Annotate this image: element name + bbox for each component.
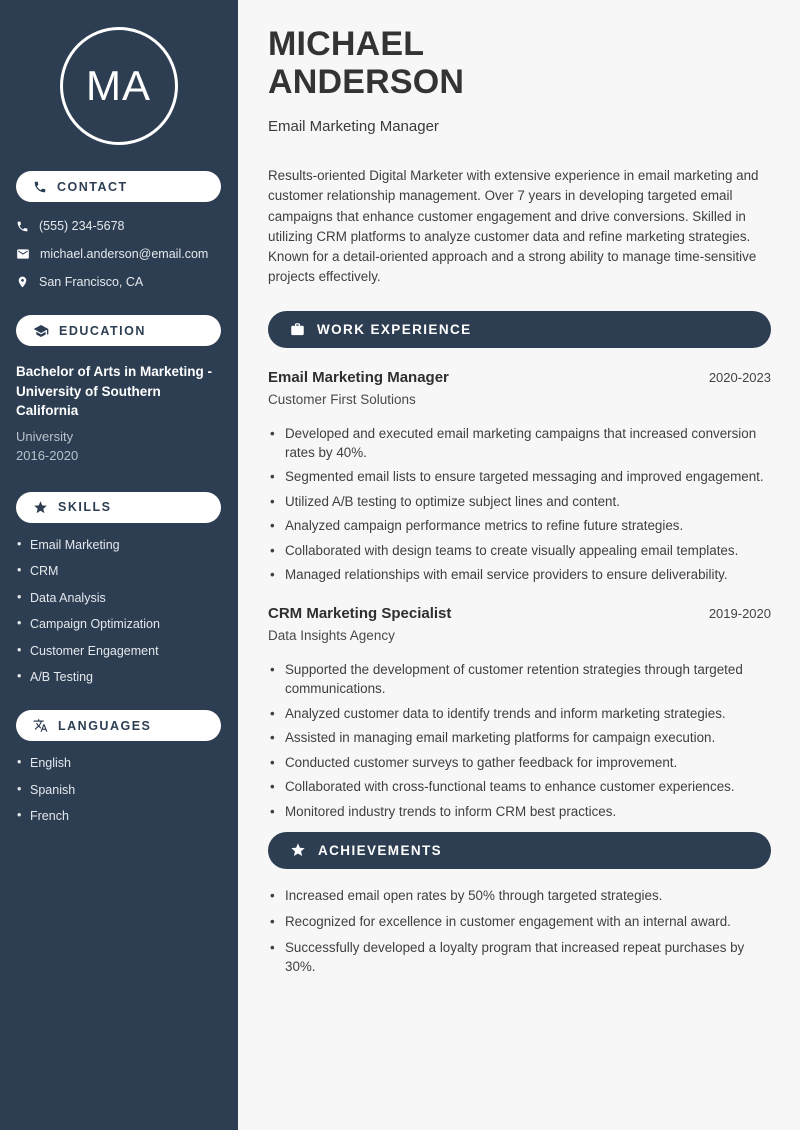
job-bullet: • Assisted in managing email marketing platforms for campaign execution. [268,728,771,747]
phone-icon [16,220,29,233]
education-school: University [16,428,74,444]
skill-item: • Email Marketing [16,538,221,552]
job-header [268,369,771,386]
skill-item: • A/B Testing [16,670,221,684]
skills-list [16,538,221,685]
education-years: 2016-2020 [16,448,79,463]
job-period: 2019-2020 [708,606,771,622]
contact-heading: CONTACT [57,179,128,194]
work-experience-section-header [268,311,771,348]
skills-section-header [16,492,221,523]
first-name: MICHAEL [268,25,425,63]
achievement-item: • Recognized for excellence in customer engagement with an internal award. [268,912,771,931]
work-experience-heading: WORK EXPERIENCE [317,321,472,337]
job-bullet: • Managed relationships with email service providers to ensure deliverability. [268,565,771,584]
job-title: CRM Marketing Specialist [268,605,452,623]
job-bullet: • Developed and executed email marketing campaigns that increased conversion rates by 40%. [268,424,771,462]
professional-summary: Results-oriented Digital Marketer with extensive experience in email marketing and customer relationship management. Over 7 years in developing targeted email campaigns that enhance customer engagement and drive conversions. Skilled in utilizing CRM platforms to analyze customer data and refine marketing strategies. Known for a detail-oriented approach and a strong ability to manage time-sensitive projects effectively. [268,168,759,285]
person-name [268,25,771,101]
languages-heading: LANGUAGES [58,718,152,733]
star-icon [290,842,306,858]
job-bullet: • Analyzed campaign performance metrics to refine future strategies. [268,516,771,535]
achievement-item: • Increased email open rates by 50% through targeted strategies. [268,886,771,905]
avatar [60,27,178,145]
skill-item: • Customer Engagement [16,644,221,658]
briefcase-icon [290,322,305,337]
languages-list [16,756,221,823]
job-header [268,605,771,622]
job-entry [268,605,771,821]
job-bullet: • Collaborated with cross-functional teams to enhance customer experiences. [268,777,771,796]
job-bullet: • Segmented email lists to ensure targeted messaging and improved engagement. [268,467,771,486]
star-icon [33,500,48,515]
contact-section-header [16,171,221,202]
graduation-cap-icon [33,323,49,339]
education-degree: Bachelor of Arts in Marketing - University of Southern California [16,364,213,418]
contact-email-row [16,247,221,261]
job-role-subtitle: Email Marketing Manager [268,118,439,135]
job-bullet-list [268,424,771,585]
job-bullet: • Supported the development of customer retention strategies through targeted communications. [268,660,771,698]
phone-value: (555) 234-5678 [39,219,125,233]
skill-item: • Data Analysis [16,591,221,605]
skill-item: • CRM [16,564,221,578]
location-value: San Francisco, CA [39,275,144,289]
achievements-section-header [268,832,771,869]
phone-icon [33,180,47,194]
location-pin-icon [16,275,29,289]
language-item: • French [16,809,221,823]
resume-main [238,0,800,1130]
job-bullet-list [268,660,771,821]
job-period: 2020-2023 [708,369,771,385]
email-value: michael.anderson@email.com [40,247,209,261]
job-entry [268,369,771,585]
avatar-initials: MA [86,62,151,109]
job-company: Data Insights Agency [268,628,395,644]
contact-list [16,219,221,289]
contact-phone-row [16,219,221,233]
job-bullet: • Utilized A/B testing to optimize subject lines and content. [268,492,771,511]
education-entry [16,362,221,466]
achievements-heading: ACHIEVEMENTS [318,842,443,858]
education-section-header [16,315,221,346]
job-company: Customer First Solutions [268,391,416,407]
contact-location-row [16,275,221,289]
languages-section-header [16,710,221,741]
translate-icon [33,718,48,733]
language-item: • Spanish [16,783,221,797]
skill-item: • Campaign Optimization [16,617,221,631]
email-icon [16,247,30,261]
language-item: • English [16,756,221,770]
skills-heading: SKILLS [58,500,112,514]
achievement-item: • Successfully developed a loyalty program that increased repeat purchases by 30%. [268,938,771,976]
job-title: Email Marketing Manager [268,368,449,386]
job-bullet: • Collaborated with design teams to create visually appealing email templates. [268,541,771,560]
sidebar [0,0,238,1130]
job-bullet: • Conducted customer surveys to gather feedback for improvement. [268,753,771,772]
education-heading: EDUCATION [59,323,146,338]
achievements-list [268,886,771,976]
job-bullet: • Analyzed customer data to identify trends and inform marketing strategies. [268,704,771,723]
last-name: ANDERSON [268,63,465,101]
job-bullet: • Monitored industry trends to inform CRM best practices. [268,802,771,821]
avatar-container [16,27,221,145]
